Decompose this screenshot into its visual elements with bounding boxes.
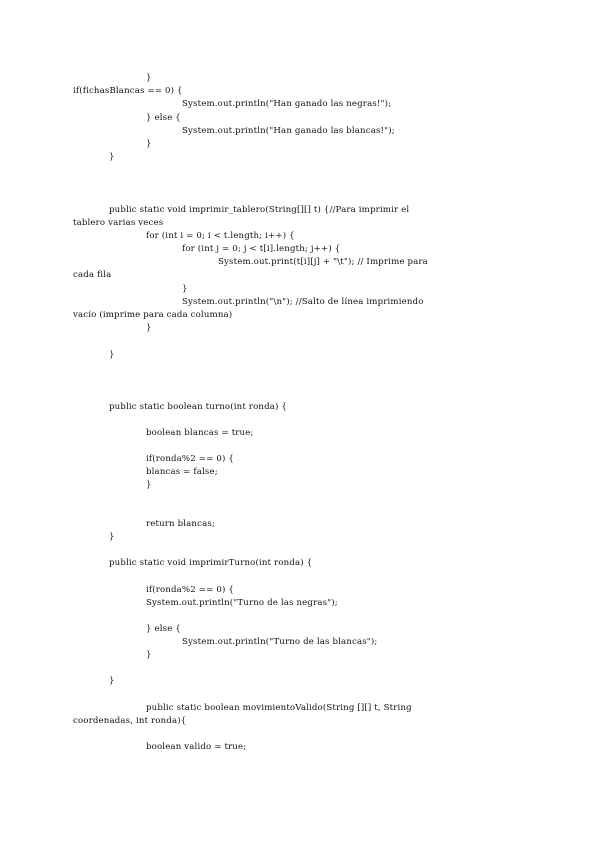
code-line: } (146, 480, 152, 490)
code-line: if(fichasBlancas == 0) { (73, 86, 183, 96)
code-line: if(ronda%2 == 0) { (146, 454, 234, 464)
code-line: } (109, 152, 115, 162)
code-line: System.out.println("Han ganado las blancas!"); (182, 126, 395, 136)
code-line: public static boolean movimientoValido(String [][] t, String (146, 703, 412, 713)
code-line: } (146, 139, 152, 149)
code-line: for (int j = 0; j < t[i].length; j++) { (182, 244, 341, 254)
code-line: for (int i = 0; i < t.length; i++) { (146, 231, 295, 241)
code-line: } (109, 350, 115, 360)
code-line: vacío (imprime para cada columna) (73, 310, 233, 320)
code-line: System.out.println("\n"); //Salto de línea imprimiendo (182, 297, 424, 307)
code-line: } (146, 73, 152, 83)
code-line: tablero varias veces (73, 218, 164, 228)
code-line: System.out.print(t[i][j] + "\t"); // Imprime para (218, 257, 428, 267)
code-line: } else { (146, 624, 181, 634)
code-line: } else { (146, 113, 181, 123)
code-line: public static void imprimirTurno(int ronda) { (109, 558, 313, 568)
code-line: } (182, 284, 188, 294)
code-line: boolean valido = true; (146, 742, 247, 752)
code-line: public static boolean turno(int ronda) { (109, 402, 288, 412)
code-line: return blancas; (146, 519, 215, 529)
code-line: blancas = false; (146, 467, 218, 477)
code-line: } (109, 532, 115, 542)
code-line: } (109, 676, 115, 686)
code-line: public static void imprimir_tablero(String[][] t) {//Para imprimir el (109, 205, 410, 215)
code-line: if(ronda%2 == 0) { (146, 585, 234, 595)
code-line: System.out.println("Han ganado las negras!"); (182, 99, 392, 109)
code-line: } (146, 650, 152, 660)
code-line: coordenadas, int ronda){ (73, 716, 187, 726)
code-line: boolean blancas = true; (146, 428, 254, 438)
code-line: System.out.println("Turno de las blancas"); (182, 637, 378, 647)
code-line: cada fila (73, 270, 112, 280)
code-line: System.out.println("Turno de las negras"); (146, 598, 338, 608)
code-line: } (146, 323, 152, 333)
